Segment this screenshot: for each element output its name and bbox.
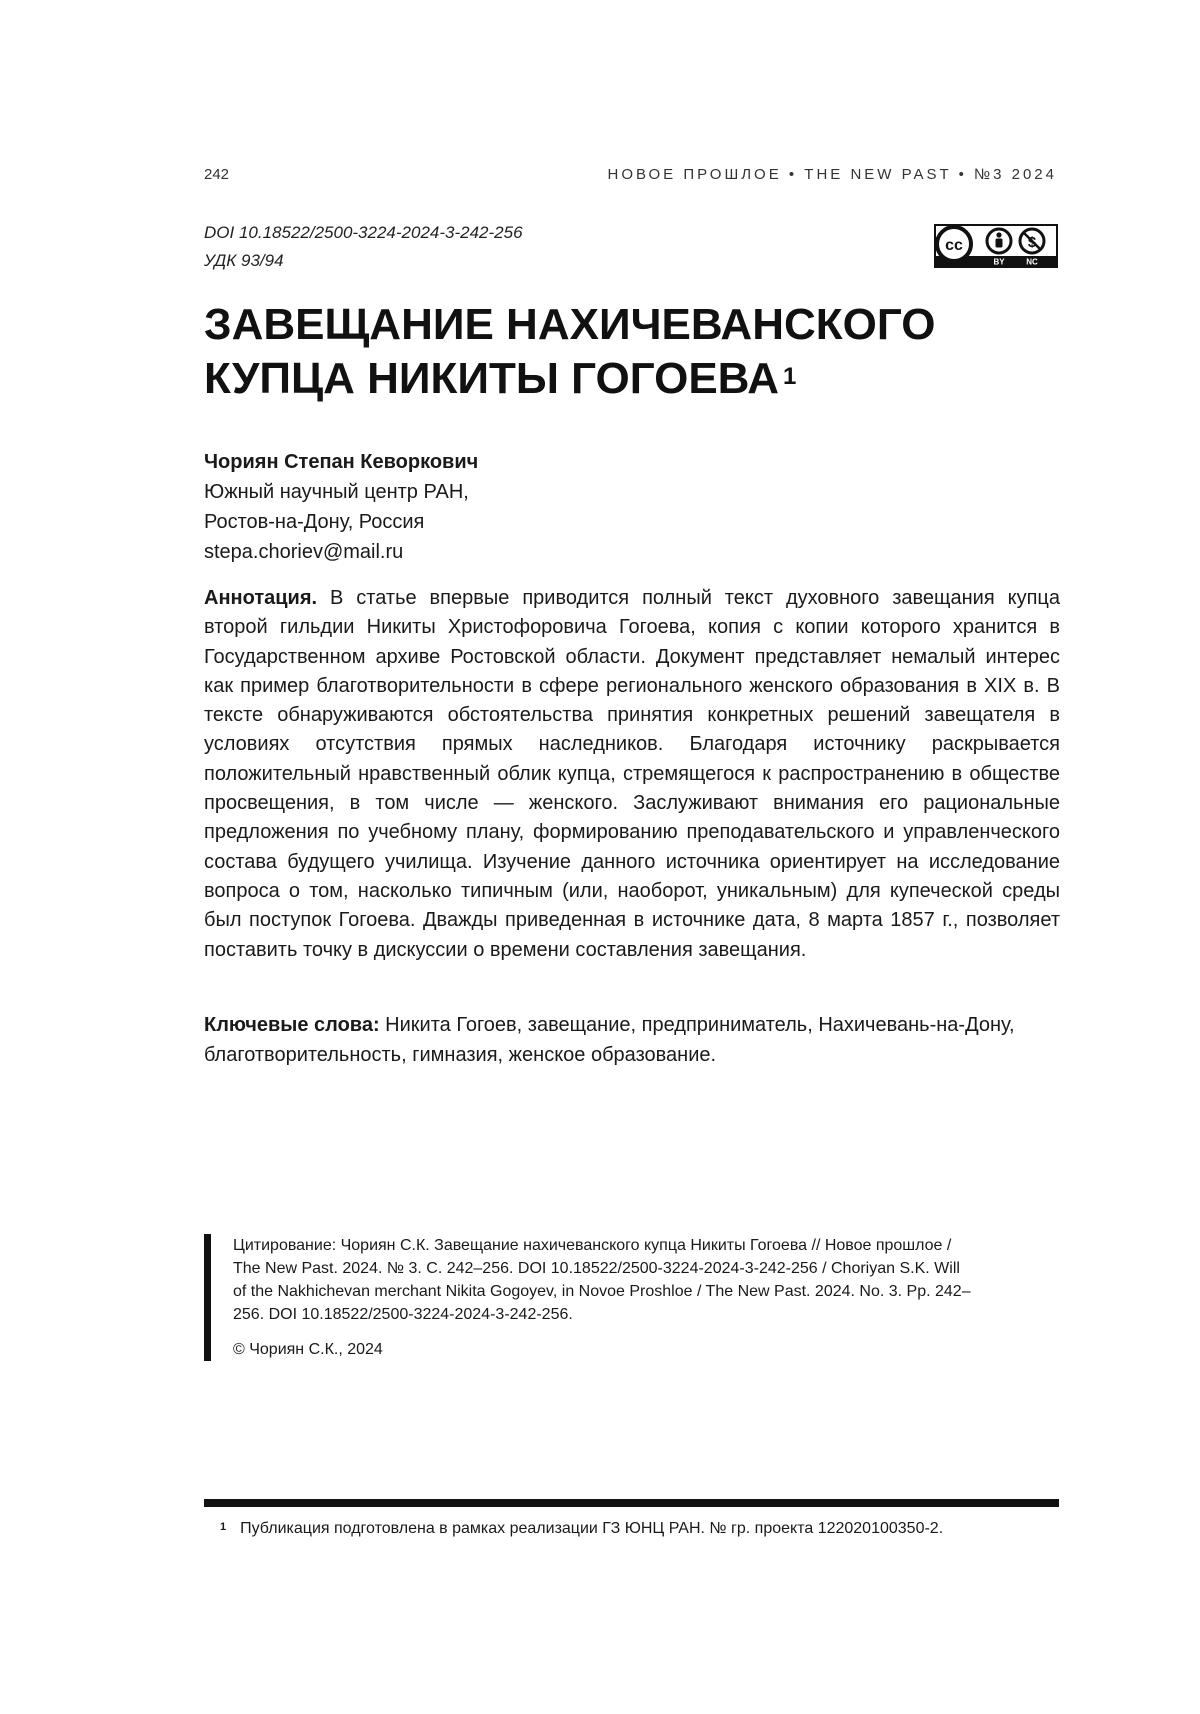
page-number: 242: [204, 166, 229, 183]
doi: DOI 10.18522/2500-3224-2024-3-242-256: [204, 223, 523, 243]
keywords-label: Ключевые слова:: [204, 1014, 380, 1036]
cc-text: cc: [945, 237, 963, 254]
author-name: Чориян Степан Кеворкович: [204, 447, 478, 477]
footnote-mark: 1: [220, 1521, 226, 1533]
footnote-text: Публикация подготовлена в рамках реализации ГЗ ЮНЦ РАН. № гр. проекта 122020100350-2.: [240, 1520, 943, 1537]
keywords: [204, 1011, 1060, 1070]
title-footnote-mark: 1: [783, 363, 796, 390]
article-title: [204, 298, 1064, 406]
udk: УДК 93/94: [204, 251, 284, 271]
running-header: НОВОЕ ПРОШЛОЕ • THE NEW PAST • №3 2024: [607, 166, 1057, 183]
cc-by-nc-license-badge: [934, 224, 1058, 268]
author-email[interactable]: stepa.choriev@mail.ru: [204, 537, 478, 567]
author-block: [204, 447, 478, 567]
by-attribution-icon: [987, 229, 1011, 253]
abstract-label: Аннотация.: [204, 587, 317, 609]
author-affiliation: Южный научный центр РАН,: [204, 477, 478, 507]
citation-text: Цитирование: Чориян С.К. Завещание нахичеванского купца Никиты Гогоева // Новое прошлое / The New Past. 2024. № 3. С. 242–256. DOI 10.18522/2500-3224-2024-3-242-256 / Choriyan S.K. Will of the Nakhichevan merchant Nikita Gogoyev, in Novoe Proshloe / The New Past. 2024. No. 3. Pp. 242–256. DOI 10.18522/2500-3224-2024-3-242-256.: [233, 1234, 973, 1326]
footnote: [220, 1518, 1040, 1541]
copyright: © Чориян С.К., 2024: [233, 1338, 973, 1361]
by-label: BY: [993, 258, 1005, 267]
footnote-divider: [204, 1499, 1059, 1507]
nc-noncommercial-icon: [1020, 229, 1044, 253]
author-location: Ростов-на-Дону, Россия: [204, 507, 478, 537]
nc-label: NC: [1026, 258, 1038, 267]
citation-box: [204, 1234, 973, 1361]
article-title-text: ЗАВЕЩАНИЕ НАХИЧЕВАНСКОГО КУПЦА НИКИТЫ ГОГОЕВА: [204, 300, 935, 403]
cc-icon: [937, 227, 971, 261]
abstract: [204, 584, 1060, 965]
keywords-text: Никита Гогоев, завещание, предприниматель, Нахичевань-на-Дону, благотворительность, гимназия, женское образование.: [204, 1014, 1015, 1066]
abstract-text: В статье впервые приводится полный текст духовного завещания купца второй гильдии Никиты Христофоровича Гогоева, копия с копии которого хранится в Государственном архиве Ростовской области. Документ представляет немалый интерес как пример благотворительности в сфере регионального женского образования в XIX в. В тексте обнаруживаются обстоятельства принятия конкретных решений завещателя в условиях отсутствия прямых наследников. Благодаря источнику раскрывается положительный нравственный облик купца, стремящегося к распространению в обществе просвещения, в том числе — женского. Заслуживают внимания его рациональные предложения по учебному плану, формированию преподавательского и управленческого состава будущего училища. Изучение данного источника ориентирует на исследование вопроса о том, насколько типичным (или, наоборот, уникальным) для купеческой среды был поступок Гогоева. Дважды приведенная в источнике дата, 8 марта 1857 г., позволяет поставить точку в дискуссии о времени составления завещания.: [204, 587, 1060, 961]
